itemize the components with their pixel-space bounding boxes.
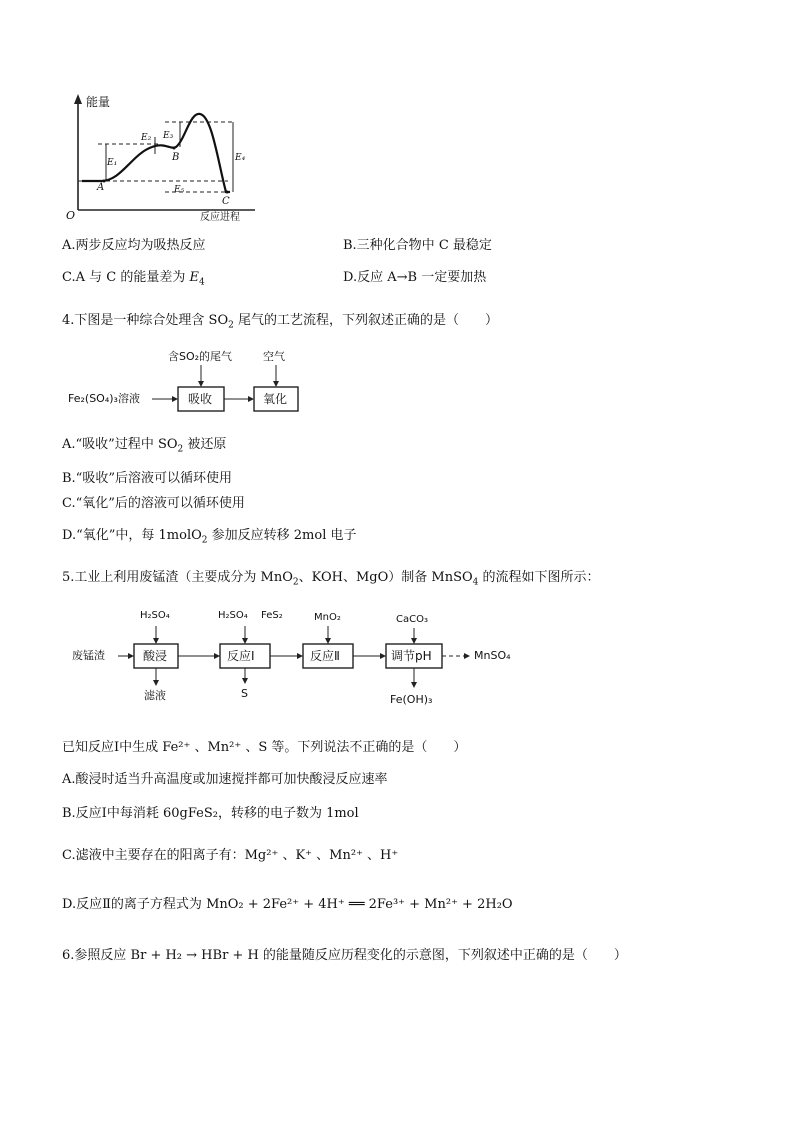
energy-diagram [60,92,260,227]
q5-stem-chem1: MnO [260,570,293,585]
q5-stem [62,570,600,591]
q5-option-a: A.酸浸时适当升高温度或加速搅拌都可加快酸浸反应速率 [62,772,388,787]
q5-flow-out1: 滤液 [144,689,166,702]
q3-option-c [62,270,205,291]
q5-flow-start: 废锰渣 [72,649,105,662]
q5-known-line [62,740,466,756]
q4-option-a [62,437,226,458]
q4-option-c: C.“氧化”后的溶液可以循环使用 [62,496,245,511]
q5-flow-box-acid-leach: 酸浸 [143,649,168,663]
q5-flow-diagram [70,606,530,724]
y-axis-label: 能量 [86,95,111,109]
q4-stem-pre: 4.下图是一种综合处理含 [62,313,209,328]
q5-stem-pre: 5.工业上利用废锰渣（主要成分为 [62,570,261,585]
q6-stem-pre: 6.参照反应 [62,948,131,963]
q5-option-c-ions: Mg²⁺ 、K⁺ 、Mn²⁺ 、H⁺ [244,848,399,863]
q5-flow-out2: S [241,687,248,700]
q5-stem-chem2-sub: 4 [472,577,479,588]
q4-option-a-post: 被还原 [183,437,227,452]
q4-stem-post: 尾气的工艺流程，下列叙述正确的是（ ） [233,313,498,328]
q5-stem-chem2: MnSO [431,570,473,585]
q4-flow-diagram [68,347,308,422]
q4-flow-box-absorb: 吸收 [188,392,213,406]
q4-flow-input-top-1: 含SO₂的尾气 [168,350,233,363]
label-c: C [222,196,230,207]
q5-known-pre: 已知反应Ⅰ中生成 [62,740,163,755]
q4-stem-chem: SO [208,313,229,328]
q4-option-d-sub: 2 [201,535,208,546]
q4-flow-input-top-2: 空气 [263,350,285,363]
label-e4: E₄ [235,153,246,163]
x-axis-label: 反应进程 [200,212,240,223]
q5-flow-end: MnSO₄ [474,649,511,662]
q5-option-d-pre: D.反应Ⅱ的离子方程式为 [62,897,207,912]
q5-option-b-post: ，转移的电子数为 1mol [217,806,359,821]
q5-flow-in2a: H₂SO₄ [218,610,248,621]
q3-option-d: D.反应 A→B 一定要加热 [343,270,487,285]
q5-flow-in1: H₂SO₄ [140,610,170,621]
q4-option-a-chem: SO [157,437,178,452]
q4-stem-chem-sub: 2 [228,320,234,331]
q5-option-c [62,848,398,864]
q5-flow-box-reaction-2: 反应Ⅱ [310,649,340,663]
q5-option-b-chem: 60gFeS₂ [162,806,218,821]
q4-option-a-pre: A.“吸收”过程中 [62,437,158,452]
q3-option-b: B.三种化合物中 C 最稳定 [343,238,492,253]
q3-option-c-text: C.A 与 C 的能量差为 [62,270,190,285]
label-b: B [172,152,180,163]
q5-stem-post: 的流程如下图所示： [478,570,600,585]
q4-option-d-pre: D.“氧化”中，每 [62,528,159,543]
q3-option-a: A.两步反应均为吸热反应 [62,238,206,253]
q6-stem-post: 的能量随反应历程变化的示意图，下列叙述中正确的是（ ） [258,948,627,963]
q4-option-d-post: 参加反应转移 2mol 电子 [207,528,357,543]
q4-flow-box-oxidize: 氧化 [263,392,288,406]
label-a: A [97,182,105,193]
q5-option-d-eq: MnO₂ + 2Fe²⁺ + 4H⁺ ══ 2Fe³⁺ + Mn²⁺ + 2H₂O [206,897,513,912]
q4-option-d [62,528,357,549]
label-e3: E₃ [163,131,174,141]
q4-option-b: B.“吸收”后溶液可以循环使用 [62,471,232,486]
q5-option-b-pre: B.反应Ⅰ中每消耗 [62,806,163,821]
q6-stem-eq: Br + H₂ → HBr + H [130,948,259,963]
q3-option-c-var: E [189,270,199,285]
q5-flow-box-adjust-ph: 调节pH [391,649,432,663]
q6-stem [62,948,627,964]
label-e2: E₂ [141,133,152,143]
q4-flow-left-input: Fe₂(SO₄)₃溶液 [68,392,140,405]
q5-option-c-pre: C.滤液中主要存在的阳离子有： [62,848,245,863]
energy-diagram-svg [60,92,260,227]
q4-stem [62,313,498,334]
label-e1: E₁ [107,158,118,168]
q3-option-c-sub: 4 [198,277,205,288]
q5-known-ions: Fe²⁺ 、Mn²⁺ 、S 等。下列说法不正确的是（ ） [162,740,467,755]
origin-label: O [66,209,76,222]
q4-option-d-chem: 1molO [158,528,202,543]
q5-option-b [62,806,359,822]
q4-option-a-sub: 2 [177,444,184,455]
q5-flow-in4: CaCO₃ [396,614,428,625]
q5-stem-chem1-sub: 2 [292,577,299,588]
q5-flow-in3: MnO₂ [314,612,341,623]
q5-flow-in2b: FeS₂ [261,610,283,621]
q5-flow-out4: Fe(OH)₃ [390,693,433,706]
q5-stem-mid: 、KOH、MgO）制备 [298,570,432,585]
q5-option-d [62,897,513,913]
label-e5: E₅ [174,185,185,195]
q5-flow-box-reaction-1: 反应Ⅰ [227,649,255,663]
